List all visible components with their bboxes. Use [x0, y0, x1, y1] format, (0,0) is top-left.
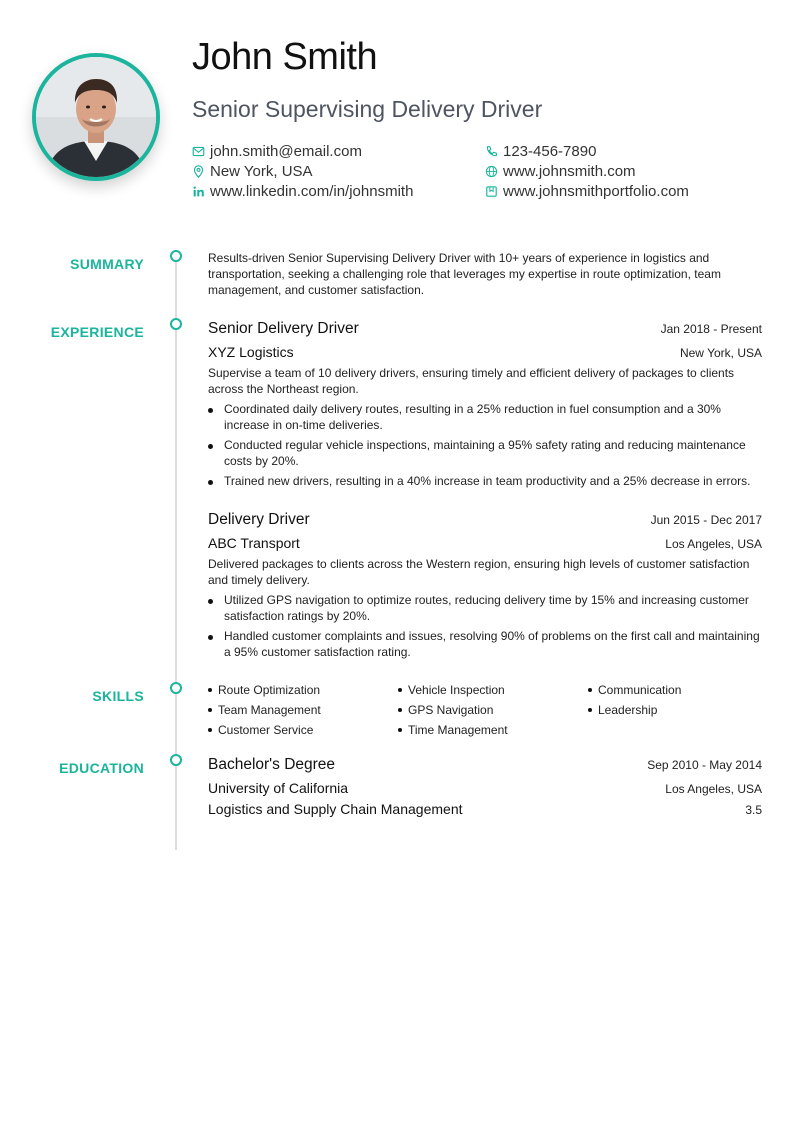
achievement-text: Conducted regular vehicle inspections, maintaining a 95% safety rating and reducing maintenance costs by 20%.	[224, 438, 746, 468]
skill-item	[398, 682, 588, 698]
bullet-icon	[208, 480, 213, 485]
website-text: www.johnsmith.com	[503, 163, 636, 180]
school-name: University of California	[208, 780, 349, 796]
job-description: Supervise a team of 10 delivery drivers, ensuring timely and efficient delivery of packages to clients across the Northeast region.	[208, 366, 735, 396]
bullet-icon	[208, 728, 212, 732]
portfolio-icon	[485, 185, 498, 198]
skills-section	[208, 682, 762, 738]
achievement-list	[208, 401, 762, 489]
contact-website[interactable]	[485, 163, 636, 180]
skill-item	[398, 722, 588, 738]
skill-text: Route Optimization	[218, 683, 321, 697]
job-description: Delivered packages to clients across the Western region, ensuring high levels of customer satisfaction and timely delivery.	[208, 557, 750, 587]
candidate-title: Senior Supervising Delivery Driver	[192, 96, 543, 122]
achievement-text: Trained new drivers, resulting in a 40% increase in team productivity and a 25% decrease in errors.	[224, 474, 751, 488]
bullet-icon	[208, 408, 213, 413]
bullet-icon	[398, 708, 402, 712]
bullet-icon	[588, 708, 592, 712]
profile-photo	[32, 53, 160, 181]
achievement-list	[208, 592, 762, 660]
contact-email[interactable]	[192, 143, 362, 160]
achievement-item	[208, 437, 762, 469]
job-date: Jun 2015 - Dec 2017	[650, 513, 762, 527]
achievement-item	[208, 592, 762, 624]
achievement-item	[208, 628, 762, 660]
contact-portfolio[interactable]	[485, 183, 689, 200]
summary-section	[208, 250, 762, 298]
skill-text: Customer Service	[218, 723, 314, 737]
skill-item	[588, 682, 762, 698]
field-of-study: Logistics and Supply Chain Management	[208, 801, 463, 817]
linkedin-text: www.linkedin.com/in/johnsmith	[210, 183, 414, 200]
timeline-dot-education	[170, 754, 182, 766]
job-title: Delivery Driver	[208, 511, 310, 528]
bullet-icon	[208, 444, 213, 449]
achievement-item	[208, 473, 762, 489]
timeline-dot-experience	[170, 318, 182, 330]
skill-item	[208, 682, 398, 698]
section-label-summary: SUMMARY	[70, 256, 144, 272]
bullet-icon	[398, 688, 402, 692]
mail-icon	[192, 145, 205, 158]
job-location: New York, USA	[679, 346, 762, 360]
person-portrait-icon	[36, 57, 156, 177]
skill-text: Leadership	[598, 703, 658, 717]
school-location: Los Angeles, USA	[665, 782, 762, 796]
achievement-text: Handled customer complaints and issues, resolving 90% of problems on the first call and maintaining a 95% customer satisfaction rating.	[224, 629, 760, 659]
bullet-icon	[208, 599, 213, 604]
skill-item	[208, 702, 398, 718]
skill-text: Time Management	[408, 723, 508, 737]
skill-text: Team Management	[218, 703, 321, 717]
contact-phone[interactable]	[485, 143, 596, 160]
bullet-icon	[588, 688, 592, 692]
degree: Bachelor's Degree	[208, 756, 336, 773]
skill-text: Communication	[598, 683, 682, 697]
timeline-dot-skills	[170, 682, 182, 694]
timeline-dot-summary	[170, 250, 182, 262]
summary-text: Results-driven Senior Supervising Delivery Driver with 10+ years of experience in logistics and transportation, seeking a challenging role that leverages my expertise in route optimization, team management, and customer satisfaction.	[208, 251, 721, 297]
section-label-skills: SKILLS	[92, 688, 144, 704]
location-text: New York, USA	[210, 163, 313, 180]
skill-text: Vehicle Inspection	[408, 683, 505, 697]
skill-item	[398, 702, 588, 718]
bullet-icon	[208, 708, 212, 712]
bullet-icon	[208, 688, 212, 692]
experience-item	[208, 511, 762, 664]
skill-item	[208, 722, 398, 738]
bullet-icon	[208, 635, 213, 640]
portfolio-text: www.johnsmithportfolio.com	[503, 183, 689, 200]
education-date: Sep 2010 - May 2014	[647, 758, 762, 772]
skill-item	[588, 702, 762, 718]
globe-icon	[485, 165, 498, 178]
contact-location	[192, 163, 313, 180]
candidate-name: John Smith	[192, 36, 378, 78]
achievement-text: Utilized GPS navigation to optimize routes, reducing delivery time by 15% and increasing customer satisfaction ratings by 20%.	[224, 593, 749, 623]
bullet-icon	[398, 728, 402, 732]
phone-text: 123-456-7890	[503, 143, 597, 160]
achievement-text: Coordinated daily delivery routes, resulting in a 25% reduction in fuel consumption and a 30% increase in on-time deliveries.	[224, 402, 721, 432]
job-date: Jan 2018 - Present	[660, 322, 762, 336]
experience-item	[208, 320, 762, 493]
skill-text: GPS Navigation	[408, 703, 494, 717]
achievement-item	[208, 401, 762, 433]
map-pin-icon	[192, 165, 205, 178]
email-text: john.smith@email.com	[210, 143, 362, 160]
job-location: Los Angeles, USA	[665, 537, 762, 551]
skills-grid	[208, 682, 762, 738]
section-label-education: EDUCATION	[59, 760, 144, 776]
section-label-experience: EXPERIENCE	[50, 324, 144, 340]
company-name: XYZ Logistics	[208, 344, 294, 360]
contact-linkedin[interactable]	[192, 183, 413, 200]
job-title: Senior Delivery Driver	[208, 320, 359, 337]
gpa: 3.5	[745, 803, 762, 817]
phone-icon	[485, 145, 498, 158]
company-name: ABC Transport	[208, 535, 300, 551]
linkedin-icon	[192, 185, 205, 198]
education-section	[208, 756, 762, 817]
